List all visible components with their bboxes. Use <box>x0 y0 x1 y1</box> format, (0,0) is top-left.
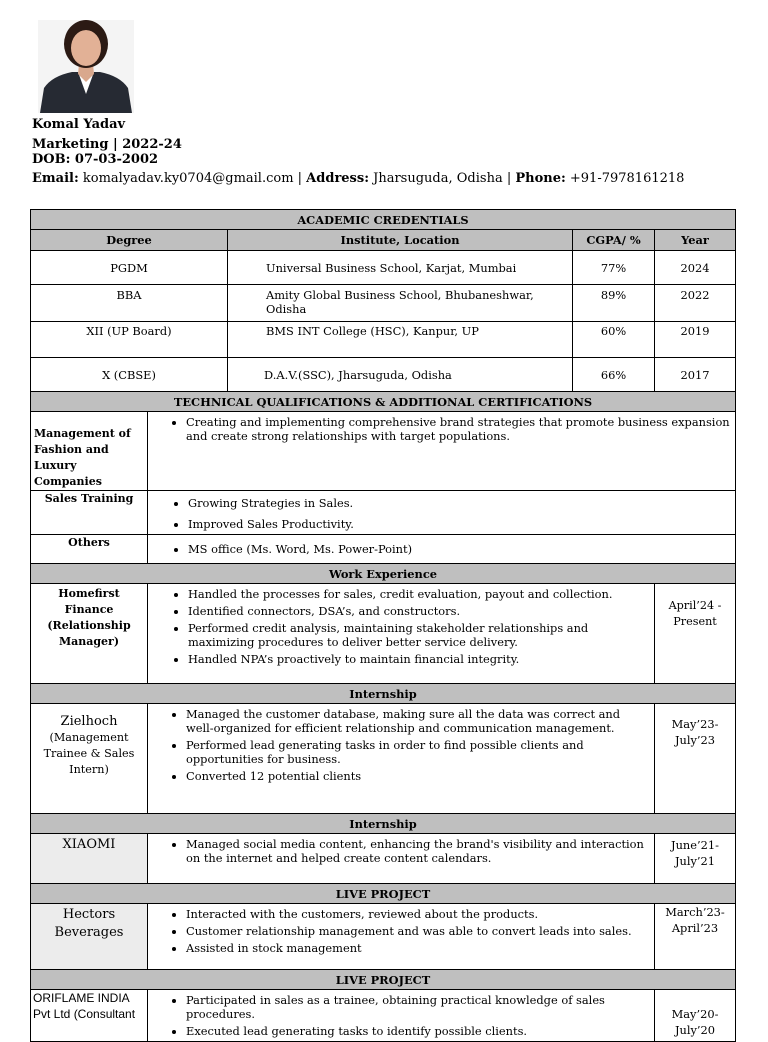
year-cell: 2024 <box>655 251 736 285</box>
table-row <box>31 990 736 1042</box>
project-date: May’20- July’20 <box>655 990 736 1042</box>
candidate-name: Komal Yadav <box>32 117 126 132</box>
internship-date: June’21- July’21 <box>655 834 736 884</box>
list-item: • Assisted in stock management <box>186 941 650 955</box>
table-row <box>31 412 736 491</box>
internship-org: XIAOMI <box>31 834 148 884</box>
table-row <box>31 358 736 392</box>
list-item: • Executed lead generating tasks to identify possible clients. <box>186 1024 650 1038</box>
profile-photo <box>38 20 134 113</box>
table-row <box>31 584 736 684</box>
list-item: • Handled the processes for sales, credit evaluation, payout and collection. <box>188 587 650 601</box>
work-org: Homefirst Finance (Relationship Manager) <box>31 584 148 684</box>
email-label: Email: <box>32 171 79 186</box>
institute-cell: D.A.V.(SSC), Jharsuguda, Odisha <box>228 358 573 392</box>
internship-title: Internship <box>31 684 736 704</box>
list-item: • Converted 12 potential clients <box>186 769 650 783</box>
list-item: • Participated in sales as a trainee, obtaining practical knowledge of sales procedures. <box>186 993 650 1021</box>
col-institute: Institute, Location <box>228 230 573 251</box>
table-row <box>31 285 736 322</box>
program: Marketing | 2022-24 <box>32 137 182 152</box>
score-cell: 89% <box>573 285 655 322</box>
internship-role: (Management Trainee & Sales Intern) <box>43 731 135 776</box>
degree-cell: PGDM <box>31 251 228 285</box>
list-item: • MS office (Ms. Word, Ms. Power-Point) <box>188 542 731 556</box>
score-cell: 66% <box>573 358 655 392</box>
address-label: Address: <box>306 171 369 186</box>
list-item: • Improved Sales Productivity. <box>188 517 731 531</box>
table-row <box>31 904 736 970</box>
col-year: Year <box>655 230 736 251</box>
list-item: • Managed social media content, enhancing the brand's visibility and interaction on the internet and helped create content calendars. <box>186 837 650 865</box>
institute-cell: Amity Global Business School, Bhubaneshwar, Odisha <box>228 285 573 322</box>
year-cell: 2022 <box>655 285 736 322</box>
email-value: komalyadav.ky0704@gmail.com | <box>78 171 307 186</box>
internship-title: Internship <box>31 814 736 834</box>
degree-cell: X (CBSE) <box>31 358 228 392</box>
internship-org: Zielhoch <box>60 714 118 729</box>
project-date: March’23- April’23 <box>655 904 736 970</box>
table-row <box>31 251 736 285</box>
contact-line <box>32 171 684 186</box>
phone-label: Phone: <box>515 171 566 186</box>
project-org: ORIFLAME INDIA Pvt Ltd (Consultant <box>31 990 148 1042</box>
list-item: • Identified connectors, DSA’s, and constructors. <box>188 604 650 618</box>
cert-label: Management of Fashion and Luxury Companies <box>31 412 148 491</box>
work-title: Work Experience <box>31 564 736 584</box>
technical-title: TECHNICAL QUALIFICATIONS & ADDITIONAL CERTIFICATIONS <box>31 392 736 412</box>
phone-value: +91-7978161218 <box>565 171 685 186</box>
project-title: LIVE PROJECT <box>31 884 736 904</box>
list-item: • Performed lead generating tasks in order to find possible clients and opportunities for business. <box>186 738 650 766</box>
address-value: Jharsuguda, Odisha | <box>369 171 516 186</box>
score-cell: 60% <box>573 322 655 358</box>
list-item: • Performed credit analysis, maintaining stakeholder relationships and maximizing procedures to deliver better service delivery. <box>188 621 650 649</box>
list-item: • Growing Strategies in Sales. <box>188 496 731 510</box>
col-degree: Degree <box>31 230 228 251</box>
academic-title: ACADEMIC CREDENTIALS <box>31 210 736 230</box>
list-item: • Creating and implementing comprehensive brand strategies that promote business expansion and create strong relationships with target populations. <box>186 415 731 443</box>
list-item: • Handled NPA’s proactively to maintain financial integrity. <box>188 652 650 666</box>
list-item: • Customer relationship management and was able to convert leads into sales. <box>186 924 650 938</box>
institute-cell: Universal Business School, Karjat, Mumbai <box>228 251 573 285</box>
list-item: • Interacted with the customers, reviewed about the products. <box>186 907 650 921</box>
institute-cell: BMS INT College (HSC), Kanpur, UP <box>228 322 573 358</box>
work-date: April’24 - Present <box>655 584 736 684</box>
degree-cell: XII (UP Board) <box>31 322 228 358</box>
score-cell: 77% <box>573 251 655 285</box>
year-cell: 2019 <box>655 322 736 358</box>
cert-label: Others <box>31 535 148 564</box>
table-row <box>31 834 736 884</box>
resume-table <box>30 209 736 1042</box>
cert-label: Sales Training <box>31 491 148 535</box>
dob: DOB: 07-03-2002 <box>32 152 159 167</box>
degree-cell: BBA <box>31 285 228 322</box>
col-score: CGPA/ % <box>573 230 655 251</box>
list-item: • Managed the customer database, making sure all the data was correct and well-organized for efficient relationship and communication management. <box>186 707 650 735</box>
internship-date: May’23- July’23 <box>655 704 736 814</box>
table-row <box>31 704 736 814</box>
project-org: Hectors Beverages <box>31 904 148 970</box>
table-row <box>31 535 736 564</box>
table-row <box>31 322 736 358</box>
year-cell: 2017 <box>655 358 736 392</box>
table-row <box>31 491 736 535</box>
project-title: LIVE PROJECT <box>31 970 736 990</box>
